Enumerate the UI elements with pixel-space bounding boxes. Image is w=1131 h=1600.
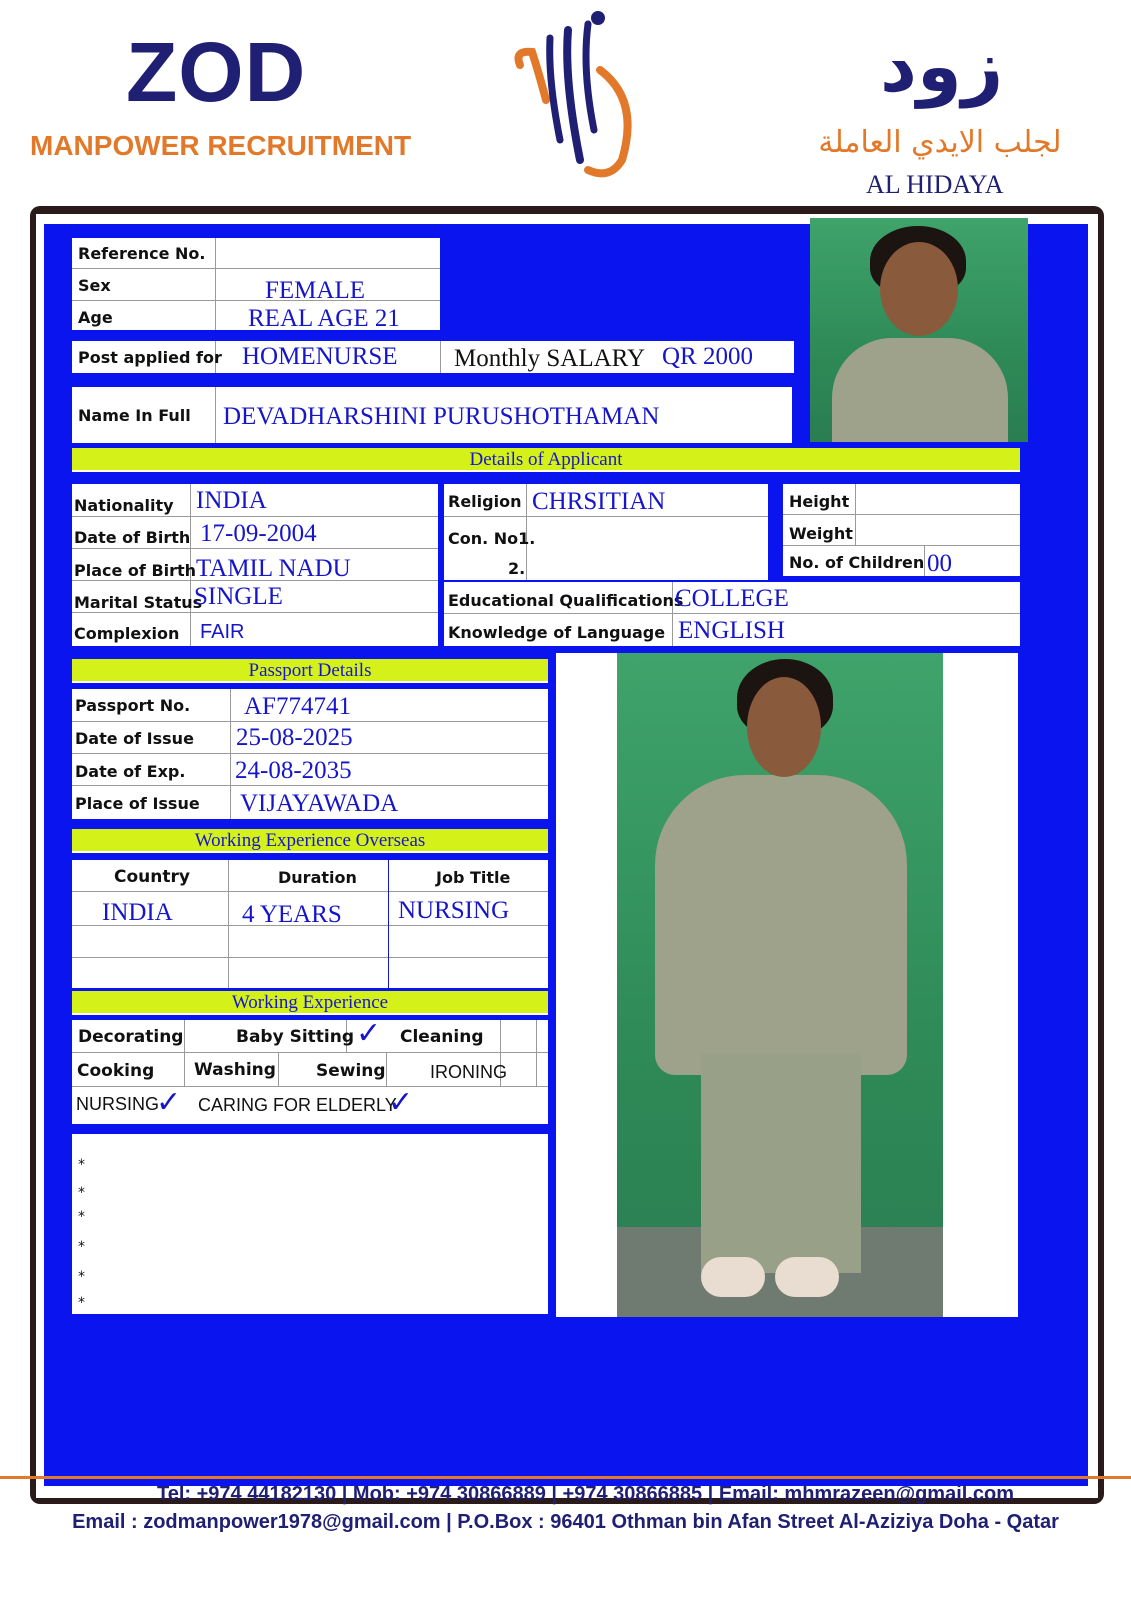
religion-value: CHRSITIAN [532,488,666,515]
marital-value: SINGLE [194,583,283,610]
logo-icon [510,10,650,180]
brand-subtitle: MANPOWER RECRUITMENT [30,130,412,161]
post-box [72,341,794,373]
footer-divider [0,1476,1131,1479]
check-icon: ✓ [156,1085,182,1120]
skill-ironing: IRONING [430,1062,508,1082]
note-bullet: * [78,1239,85,1255]
arabic-subtitle: لجلب الايدي العاملة [818,125,1062,160]
issue-date-label: Date of Issue [75,729,194,748]
pob-label: Place of Birth [74,561,197,580]
overseas-duration-value: 4 YEARS [242,901,342,928]
experience-grid [72,1016,548,1124]
issue-place-label: Place of Issue [75,794,200,813]
skill-cleaning: Cleaning [400,1027,484,1047]
complexion-label: Complexion [74,624,180,643]
name-box [72,387,792,443]
post-label: Post applied for [78,348,222,367]
skill-caring-elderly: CARING FOR ELDERLY [198,1095,397,1115]
alhidaya-label: AL HIDAYA [866,170,1004,199]
name-value: DEVADHARSHINI PURUSHOTHAMAN [223,403,660,430]
reference-label: Reference No. [78,244,206,263]
footer-address-line: Email : zodmanpower1978@gmail.com | P.O.Box : 96401 Othman bin Afan Street Al-Aziziya Doha - Qatar [72,1511,1059,1533]
details-left-box [72,484,438,646]
contact2-label: 2. [508,559,526,578]
sex-label: Sex [78,276,111,295]
children-value: 00 [927,550,952,577]
nationality-label: Nationality [74,496,174,515]
issue-date-value: 25-08-2025 [236,724,353,751]
overseas-jobtitle-value: NURSING [398,897,510,924]
check-icon: ✓ [356,1016,382,1051]
passport-box [72,689,548,819]
marital-label: Marital Status [74,593,203,612]
note-bullet: * [78,1295,85,1311]
check-icon: ✓ [388,1085,414,1120]
education-label: Educational Qualifications [448,591,684,610]
note-bullet: * [78,1157,85,1173]
overseas-header-country: Country [114,867,190,887]
salary-value: QR 2000 [662,343,753,370]
note-bullet: * [78,1269,85,1285]
nationality-value: INDIA [196,487,267,514]
arabic-brand: زود [880,24,1004,108]
children-label: No. of Children [789,553,925,572]
language-value: ENGLISH [678,617,785,644]
overseas-header-duration: Duration [278,868,357,887]
expiry-date-label: Date of Exp. [75,762,186,781]
overseas-header-jobtitle: Job Title [436,868,511,887]
age-label: Age [78,308,113,327]
skill-sewing: Sewing [316,1061,386,1081]
note-bullet: * [78,1185,85,1201]
experience-title-bar: Working Experience [72,991,548,1015]
post-value: HOMENURSE [242,343,398,370]
age-value: REAL AGE 21 [248,305,400,332]
overseas-title-bar: Working Experience Overseas [72,829,548,853]
weight-label: Weight [789,524,853,543]
education-box [444,582,1020,646]
applicant-photo-full [617,653,943,1317]
skill-decorating: Decorating [78,1027,184,1047]
sex-value: FEMALE [265,277,365,304]
overseas-country-value: INDIA [102,899,173,926]
name-label: Name In Full [78,406,191,425]
height-label: Height [789,492,850,511]
passport-no-value: AF774741 [244,693,351,720]
salary-label: Monthly SALARY [454,345,646,372]
overseas-table [72,860,548,988]
religion-label: Religion [448,492,522,511]
skill-baby-sitting: Baby Sitting [236,1027,355,1047]
dob-label: Date of Birth [74,528,191,547]
religion-box [444,484,768,580]
details-title-bar: Details of Applicant [72,448,1020,472]
language-label: Knowledge of Language [448,623,666,642]
education-value: COLLEGE [675,585,789,612]
brand-name: ZOD [126,25,307,119]
passport-title-bar: Passport Details [72,659,548,683]
applicant-photo-small [810,218,1028,442]
contact1-label: Con. No1. [448,529,536,548]
issue-place-value: VIJAYAWADA [240,790,399,817]
skill-nursing: NURSING [76,1094,160,1114]
complexion-value: FAIR [200,621,245,643]
pob-value: TAMIL NADU [196,555,351,582]
reference-box [72,238,440,330]
passport-no-label: Passport No. [75,696,191,715]
expiry-date-value: 24-08-2035 [235,757,352,784]
skill-cooking: Cooking [77,1061,155,1081]
note-bullet: * [78,1209,85,1225]
footer-contact-line: Tel: +974 44182130 | Mob: +974 30866889 | +974 30866885 | Email: mhmrazeen@gmail.com [157,1483,1014,1505]
dob-value: 17-09-2004 [200,520,317,547]
physical-box [783,484,1020,576]
skill-washing: Washing [194,1060,276,1080]
notes-box [72,1134,548,1314]
